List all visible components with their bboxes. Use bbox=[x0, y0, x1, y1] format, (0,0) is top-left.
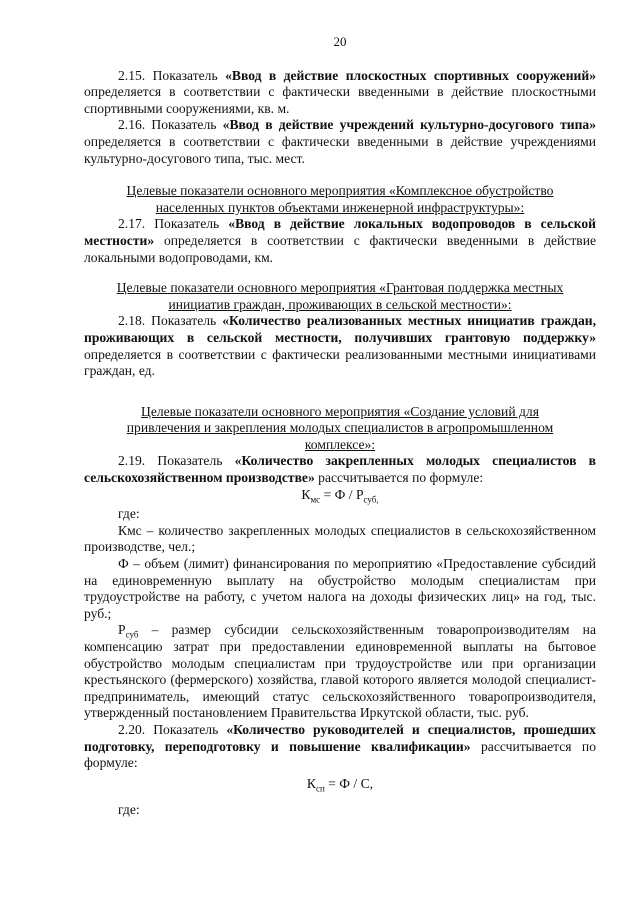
section-heading-young-specialists: Целевые показатели основного мероприятия «Создание условий для привлечения и закрепления молодых специалистов в агропромышленном комплексе»: bbox=[126, 403, 554, 452]
document-page bbox=[84, 34, 596, 819]
paragraph-2-17: 2.17. Показатель «Ввод в действие локальных водопроводов в сельской местности» определяется в соответствии с фактически введенными в действие локальными водопроводами, км. bbox=[84, 216, 596, 265]
section-heading-infrastructure: Целевые показатели основного мероприятия «Комплексное обустройство населенных пунктов объектами инженерной инфраструктуры»: bbox=[126, 183, 554, 215]
paragraph-2-18: 2.18. Показатель «Количество реализованных местных инициатив граждан, проживающих в сельской местности, получивших грантовую поддержку» определяется в соответствии с фактически реализованными местными инициативами граждан, ед. bbox=[84, 313, 597, 379]
where-label: где: bbox=[118, 802, 140, 818]
indicator-name: «Количество закрепленных молодых специалистов в сельскохозяйственном производстве» bbox=[84, 453, 596, 486]
indicator-name: «Ввод в действие плоскостных спортивных сооружений» bbox=[225, 67, 596, 83]
indicator-name: «Ввод в действие учреждений культурно-досугового типа» bbox=[222, 117, 597, 133]
where-label: где: bbox=[118, 506, 140, 522]
paragraph-2-20: 2.20. Показатель «Количество руководителей и специалистов, прошедших подготовку, переподготовку и повышение квалификации» рассчитывается по формуле: bbox=[84, 721, 596, 771]
section-heading-grants: Целевые показатели основного мероприятия «Грантовая поддержка местных инициатив граждан, проживающих в сельской местности»: bbox=[116, 280, 564, 312]
indicator-name: «Ввод в действие локальных водопроводов в сельской местности» bbox=[84, 216, 596, 248]
indicator-name: «Количество реализованных местных инициатив граждан, проживающих в сельской местности, получивших грантовую поддержку» bbox=[84, 313, 597, 345]
paragraph-2-16: 2.16. Показатель «Ввод в действие учреждений культурно-досугового типа» определяется в соответствии с фактически введенными в действие учреждениями культурно-досугового типа, тыс. мест. bbox=[84, 117, 597, 166]
definition-f: Ф – объем (лимит) финансирования по мероприятию «Предоставление субсидий на единовременную выплату на обустройство молодым специалистам при трудоустройстве на работу, с учетом налога на доходы физических лиц» на год, тыс. руб.; bbox=[84, 556, 596, 621]
indicator-name: «Количество руководителей и специалистов, прошедших подготовку, переподготовку и повышение квалификации» bbox=[84, 721, 596, 754]
definition-kmc: Кмс – количество закрепленных молодых специалистов в сельскохозяйственном производстве, чел.; bbox=[84, 522, 596, 555]
formula-ksp: $К_{сп} = Ф / С$, bbox=[306, 775, 374, 794]
page-number: 20 bbox=[333, 34, 347, 49]
paragraph-2-19: 2.19. Показатель «Количество закрепленных молодых специалистов в сельскохозяйственном производстве» рассчитывается по формуле: bbox=[84, 453, 596, 486]
definition-rsub: $Р_{суб}$ – размер субсидии сельскохозяйственным товаропроизводителям на компенсацию затрат при предоставлении единовременной выплаты на бытовое обустройство молодым специалистам при трудоустройстве или при организации крестьянского (фермерского) хозяйства, главой которого является молодой специалист-предприниматель, имеющий статус сельскохозяйственного товаропроизводителя, утвержденный постановлением Правительства Иркутской области, тыс. руб. bbox=[84, 622, 596, 721]
paragraph-2-15: 2.15. Показатель «Ввод в действие плоскостных спортивных сооружений» определяется в соответствии с фактически введенными в действие плоскостными спортивными сооружениями, кв. м. bbox=[84, 67, 596, 116]
formula-kmc: $К_{мс} = Ф / Р_{суб,}$ bbox=[301, 486, 379, 505]
